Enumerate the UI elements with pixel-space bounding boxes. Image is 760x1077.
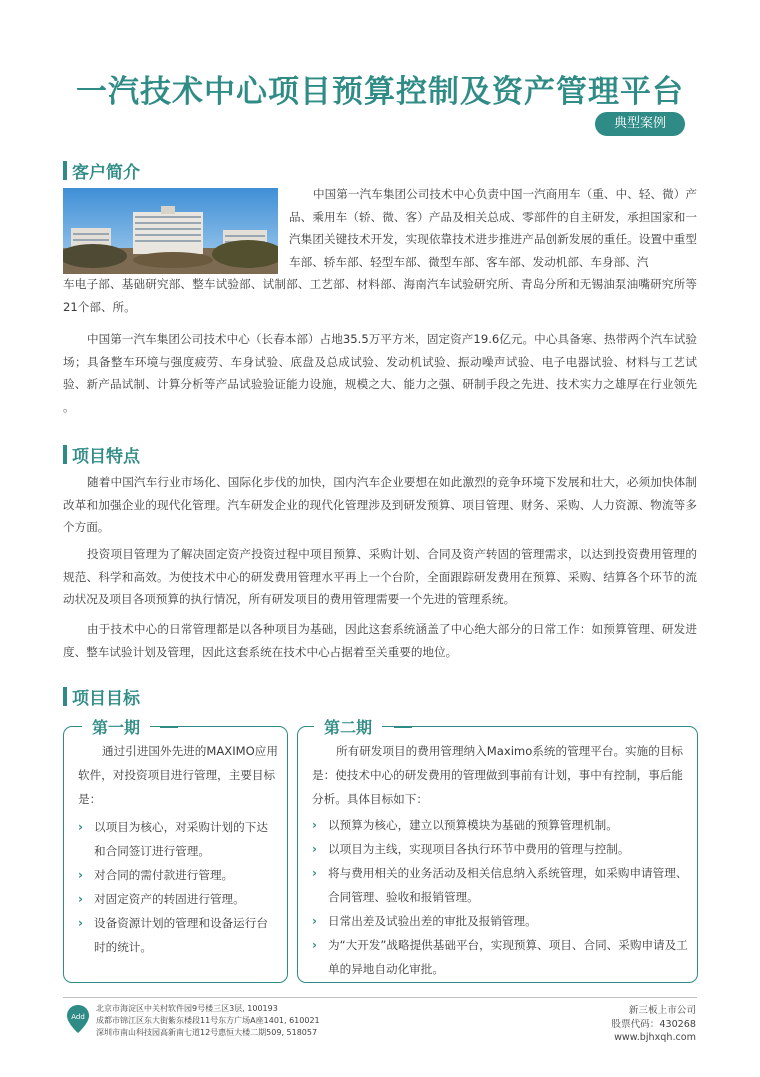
list-item: › 日常出差及试验出差的审批及报销管理。 — [312, 909, 690, 933]
features-paragraph-3: 由于技术中心的日常管理都是以各种项目为基础，因此这套系统涵盖了中心绝大部分的日常工作：如预算管理、研发进度、整车试验计划及管理，因此这套系统在技术中心占据着至关重要的地位。 — [63, 622, 697, 659]
section-title: 客户简介 — [72, 162, 140, 183]
footer-addresses — [96, 1003, 320, 1039]
footer-company-info — [611, 1004, 696, 1045]
section-marker — [63, 445, 67, 464]
company-listing: 新三板上市公司 — [628, 1005, 696, 1016]
list-item: › 为“大开发”战略提供基础平台，实现预算、项目、合同、采购申请及工单的异地自动化审批。 — [312, 933, 690, 981]
phase-1-title: 第一期 — [82, 715, 150, 738]
customer-facility-text: 中国第一汽车集团公司技术中心（长春本部）占地35.5万平方米，固定资产19.6亿元。中心具备寒、热带两个汽车试验场；具备整车环境与强度疲劳、车身试验、底盘及总成试验、发动机试验、振动噪声试验、电子电器试验、材料与工艺试验、新产品试制、计算分析等产品试验验证能力设施，规模之大、能力之强、研制手段之先进、技术实力之雄厚在行业领先 。 — [63, 332, 697, 414]
chevron-right-icon: › — [312, 818, 317, 832]
title-dash — [394, 726, 412, 728]
features-paragraph-2: 投资项目管理为了解决固定资产投资过程中项目预算、采购计划、合同及资产转固的管理需求，以达到投资费用管理的规范、科学和高效。为使技术中心的研发费用管理水平再上一个台阶，全面跟踪研发费用在预算、采购、结算各个环节的流动状况及项目各项预算的执行情况，所有研发项目的费用管理需要一个先进的管理系统。 — [63, 547, 697, 606]
phase-2-title: 第二期 — [314, 715, 382, 738]
address-line: 成都市锦江区东大街紫东楼段11号东方广场A座1401, 610021 — [96, 1016, 320, 1025]
website-link[interactable]: www.bjhxqh.com — [614, 1032, 696, 1044]
list-item: › 设备资源计划的管理和设备运行台时的统计。 — [78, 911, 278, 959]
section-title: 项目特点 — [72, 446, 140, 467]
customer-intro-text-cont: 车电子部、基础研究部、整车试验部、试制部、工艺部、材料部、海南汽车试验研究所、青岛分所和无锡油泵油嘴研究所等21个部、所。 — [63, 277, 697, 314]
phase-2-content — [312, 739, 690, 981]
address-line: 深圳市南山科技园高新南七道12号惠恒大楼二期509, 518057 — [96, 1028, 318, 1037]
phase-1-list — [78, 815, 278, 959]
phase-1-intro: 通过引进国外先进的MAXIMO应用软件，对投资项目进行管理，主要目标是： — [78, 744, 278, 806]
chevron-right-icon: › — [78, 892, 83, 906]
section-goals-heading — [63, 685, 140, 707]
address-line: 北京市海淀区中关村软件园9号楼三区3层, 100193 — [96, 1004, 278, 1013]
case-badge: 典型案例 — [595, 112, 685, 136]
list-item: › 将与费用相关的业务活动及相关信息纳入系统管理，如采购申请管理、合同管理、验收和报销管理。 — [312, 861, 690, 909]
pin-label: Add — [71, 1013, 85, 1021]
chevron-right-icon: › — [78, 820, 83, 834]
page-title: 一汽技术中心项目预算控制及资产管理平台 — [76, 74, 684, 110]
title-dash — [160, 726, 178, 728]
section-marker — [63, 161, 67, 180]
section-customer-heading — [63, 159, 140, 181]
section-marker — [63, 687, 67, 706]
chevron-right-icon: › — [312, 914, 317, 928]
chevron-right-icon: › — [78, 916, 83, 930]
chevron-right-icon: › — [78, 868, 83, 882]
chevron-right-icon: › — [312, 938, 317, 952]
section-features-heading — [63, 443, 140, 465]
phase-2-intro: 所有研发项目的费用管理纳入Maximo系统的管理平台。实施的目标是：使技术中心的研发费用的管理做到事前有计划，事中有控制，事后能分析。具体目标如下： — [312, 744, 684, 806]
list-item: › 对合同的需付款进行管理。 — [78, 863, 278, 887]
location-pin-icon — [66, 1004, 90, 1034]
features-paragraph-1: 随着中国汽车行业市场化、国际化步伐的加快，国内汽车企业要想在如此激烈的竞争环境下发展和壮大，必须加快体制改革和加强企业的现代化管理。汽车研发企业的现代化管理涉及到研发预算、项目管理、财务、采购、人力资源、物流等多个方面。 — [63, 475, 697, 534]
building-photo — [63, 188, 278, 274]
list-item: › 以预算为核心，建立以预算模块为基础的预算管理机制。 — [312, 813, 690, 837]
list-item: › 以项目为主线，实现项目各执行环节中费用的管理与控制。 — [312, 837, 690, 861]
footer-divider — [63, 997, 697, 998]
stock-code: 股票代码：430268 — [611, 1018, 696, 1030]
phase-2-list — [312, 813, 690, 981]
list-item: › 以项目为核心，对采购计划的下达和合同签订进行管理。 — [78, 815, 278, 863]
section-title: 项目目标 — [72, 688, 140, 709]
phase-1-content — [78, 739, 278, 959]
phase-1-box — [63, 718, 288, 983]
customer-intro-text: 中国第一汽车集团公司技术中心负责中国一汽商用车（重、中、轻、微）产品、乘用车（轿、微、客）产品及相关总成、零部件的自主研发，承担国家和一汽集团关键技术开发，实现依靠技术进步推进产品创新发展的重任。设置中重型车部、轿车部、轻型车部、微型车部、客车部、发动机部、车身部、汽 — [289, 187, 697, 269]
chevron-right-icon: › — [312, 866, 317, 880]
chevron-right-icon: › — [312, 842, 317, 856]
phase-2-box — [297, 718, 698, 983]
list-item: › 对固定资产的转固进行管理。 — [78, 887, 278, 911]
